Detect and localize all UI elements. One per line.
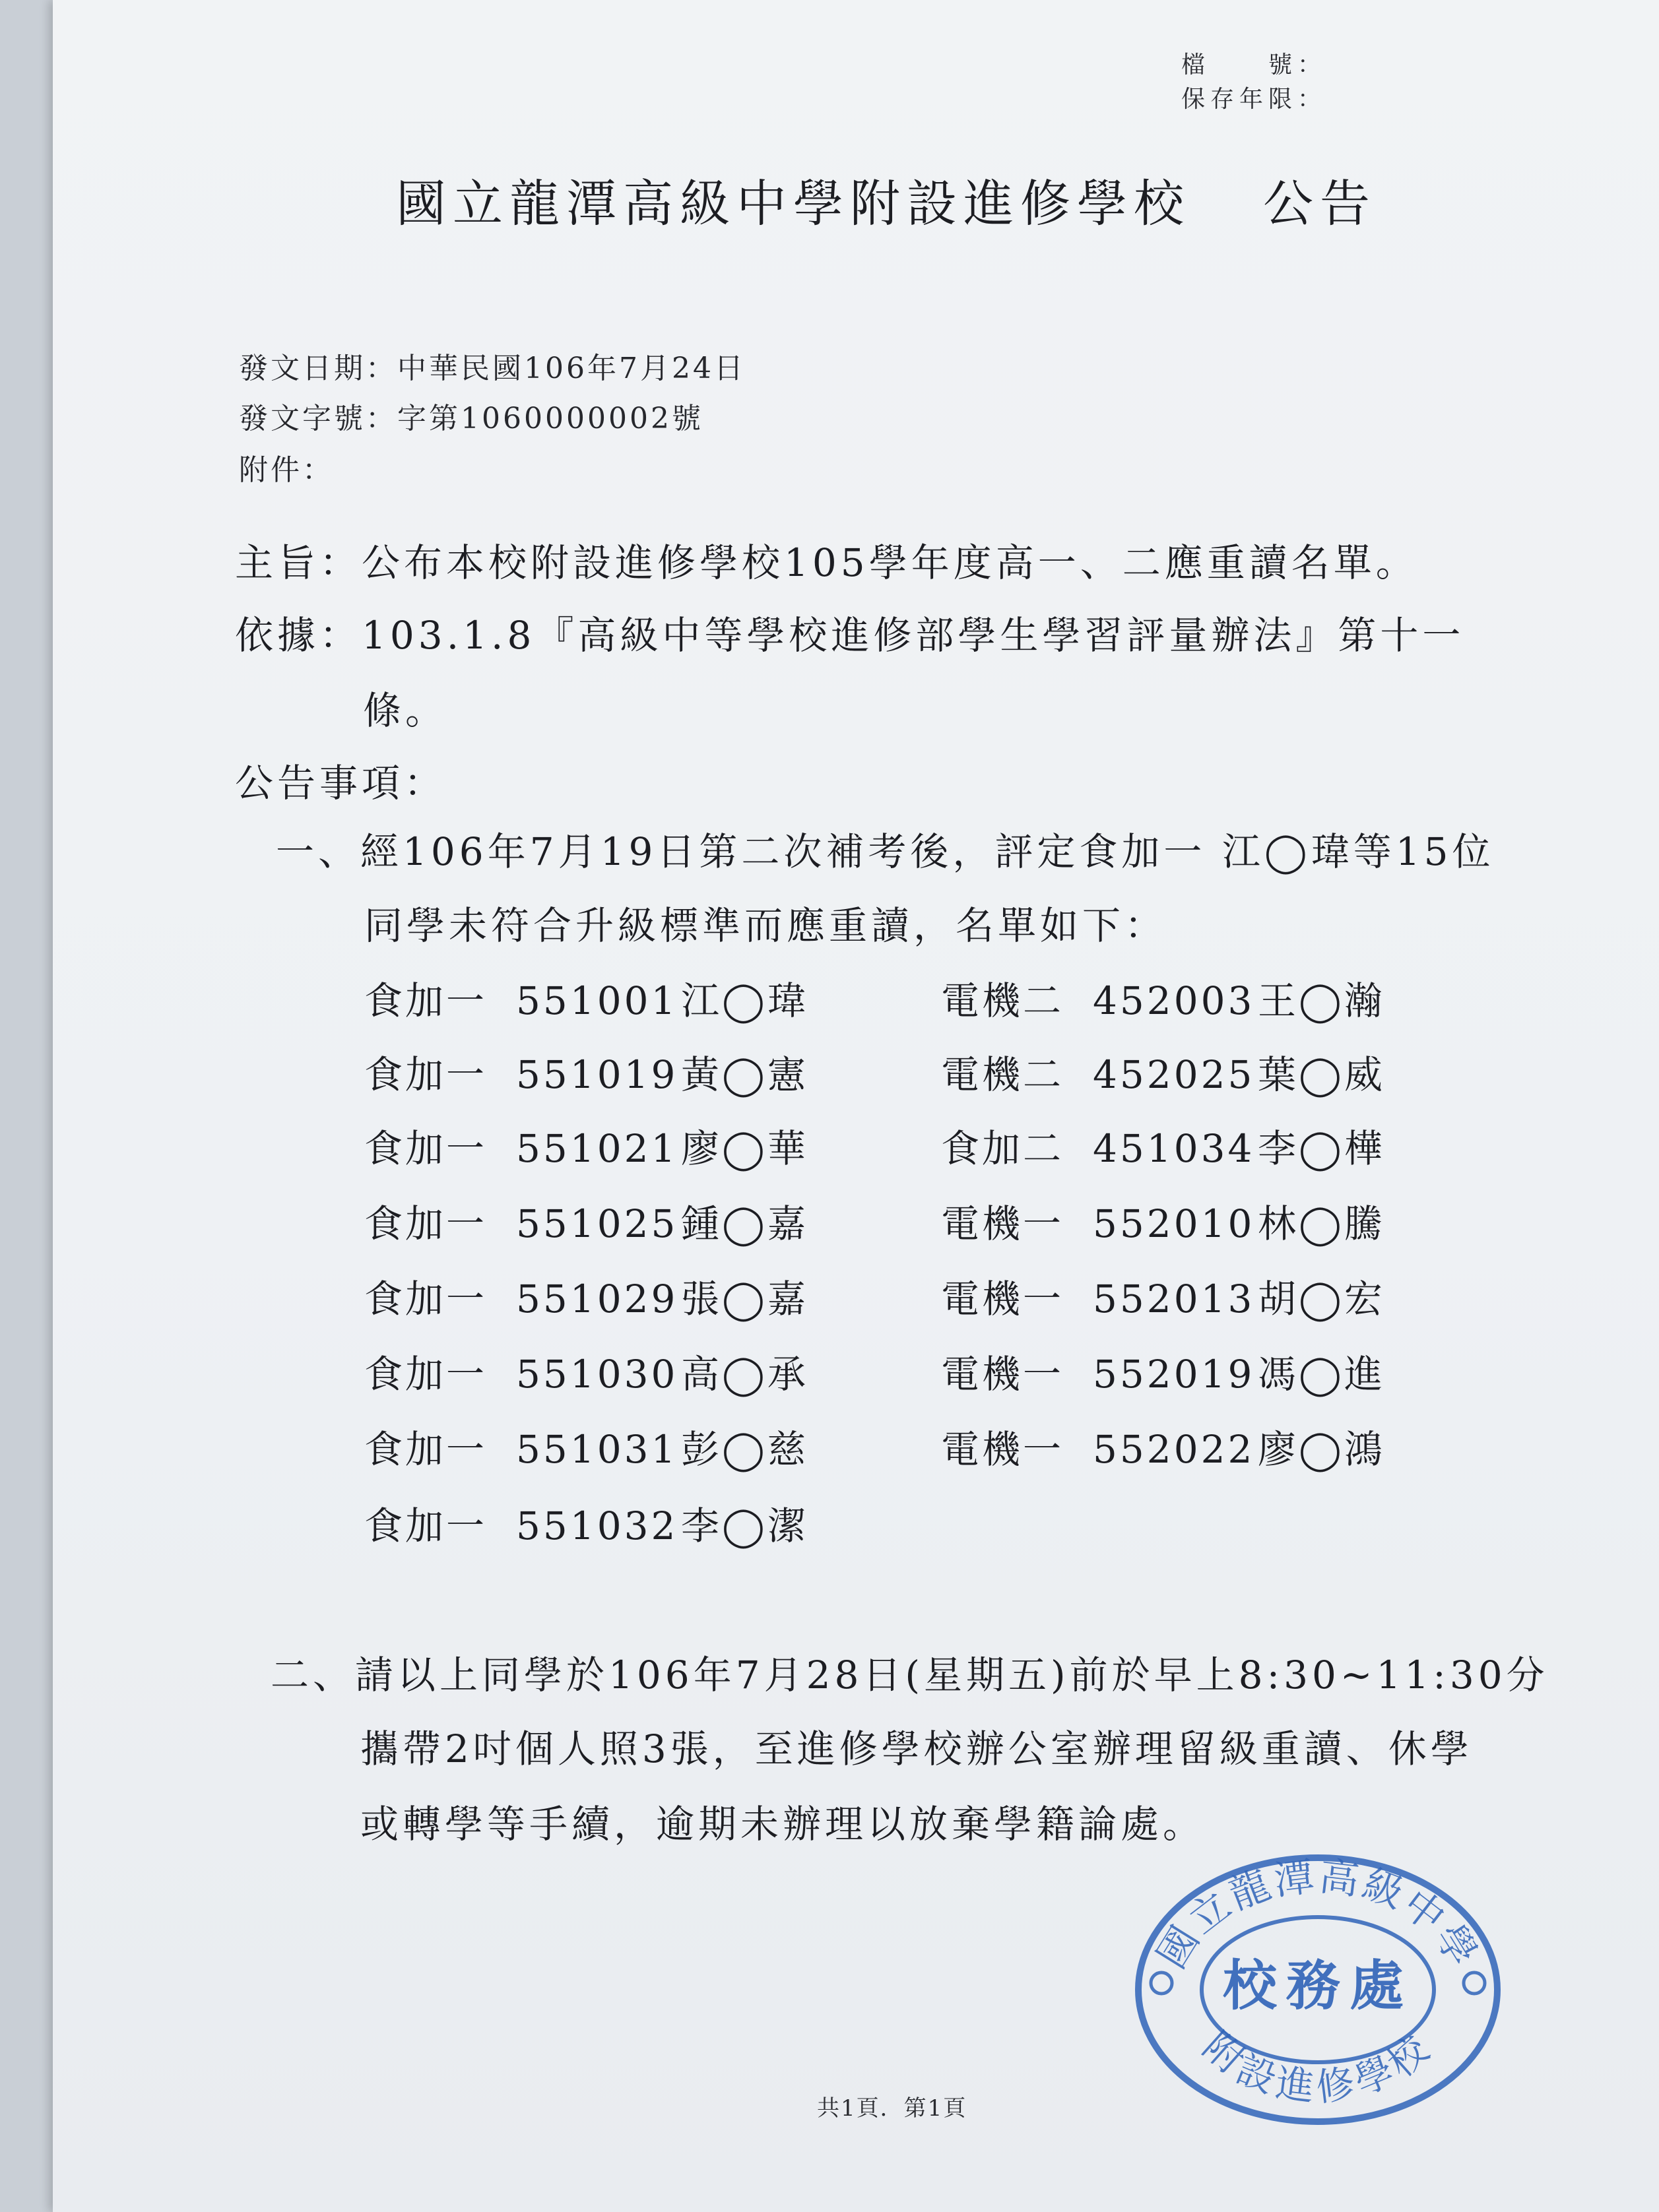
roster-right-row: 電機二 452025葉◯威	[941, 1052, 1385, 1097]
item-2-line-2: 攜帶2吋個人照3張，至進修學校辦公室辦理留級重讀、休學	[360, 1726, 1473, 1771]
roster-left-row: 食加一 551021廖◯華	[364, 1126, 808, 1171]
roster-left-row: 食加一 551019黃◯憲	[364, 1052, 808, 1097]
roster-right-row: 食加二 451034李◯樺	[941, 1126, 1385, 1171]
title-school: 國立龍潭高級中學附設進修學校	[396, 174, 1190, 233]
attachment-line: 附件：	[239, 453, 334, 487]
subject-line: 主旨：公布本校附設進修學校105學年度高一、二應重讀名單。	[235, 540, 1418, 585]
retention-label: 保存年限：	[1181, 86, 1327, 113]
roster-left-row: 食加一 551031彭◯慈	[364, 1427, 808, 1472]
roster-left-row: 食加一 551029張◯嘉	[364, 1277, 808, 1321]
basis-line-1: 依據：103.1.8『高級中等學校進修部學生學習評量辦法』第十一	[235, 613, 1465, 658]
item-1-line-1: 一、經106年7月19日第二次補考後，評定食加一 江◯瑋等15位	[276, 829, 1495, 874]
roster-right-row: 電機一 552010林◯騰	[941, 1201, 1385, 1246]
reference-number: 發文字號：字第1060000002號	[239, 402, 703, 435]
basis-line-2: 條。	[363, 688, 448, 733]
seal-flower-icon	[1464, 1973, 1485, 1994]
item-2-line-1: 二、請以上同學於106年7月28日(星期五)前於早上8:30~11:30分	[271, 1653, 1549, 1697]
roster-left-row: 食加一 551025鍾◯嘉	[364, 1201, 808, 1246]
item-1-line-2: 同學未符合升級標準而應重讀，名單如下：	[364, 903, 1167, 948]
seal-top-text: 國立龍潭高級中學	[1148, 1853, 1487, 1977]
file-number-label: 檔 號：	[1181, 51, 1327, 79]
title-kind: 公告	[1263, 174, 1377, 233]
school-seal	[1130, 1851, 1506, 2128]
notice-heading: 公告事項：	[235, 761, 447, 806]
seal-bottom-text: 附設進修學校	[1194, 2023, 1441, 2110]
roster-left-row: 食加一 551001江◯瑋	[364, 978, 808, 1023]
roster-right-row: 電機一 552022廖◯鴻	[941, 1427, 1385, 1472]
page-footer: 共1頁．第1頁	[817, 2095, 967, 2122]
roster-right-row: 電機一 552019馮◯進	[941, 1352, 1385, 1397]
seal-flower-icon	[1151, 1973, 1172, 1994]
roster-right-row: 電機二 452003王◯瀚	[941, 978, 1385, 1023]
seal-center-text: 校務處	[1222, 1954, 1414, 2017]
svg-text:附設進修學校	[1194, 2023, 1441, 2110]
issue-date: 發文日期：中華民國106年7月24日	[239, 352, 746, 385]
roster-left-row: 食加一 551032李◯潔	[364, 1503, 808, 1548]
item-2-line-3: 或轉學等手續，逾期未辦理以放棄學籍論處。	[360, 1802, 1206, 1847]
page-title	[396, 164, 1377, 236]
roster-right-row: 電機一 552013胡◯宏	[941, 1277, 1385, 1321]
roster-left-row: 食加一 551030高◯承	[364, 1352, 808, 1397]
